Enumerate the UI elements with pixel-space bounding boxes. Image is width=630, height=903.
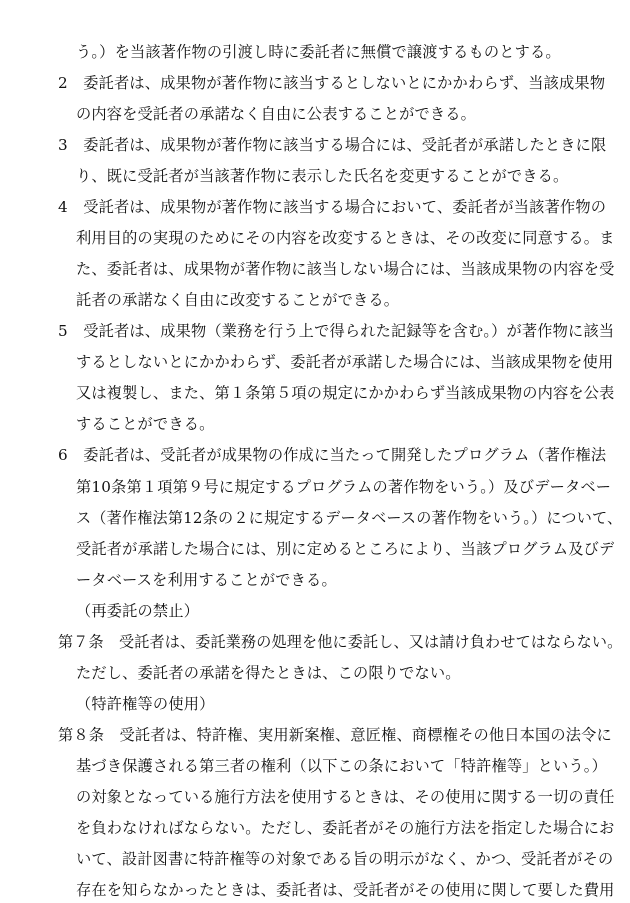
text-line: を負わなければならない。ただし、委託者がその施行方法を指定した場合にお <box>76 819 615 837</box>
text-line: 2 委託者は、成果物が著作物に該当するとしないとにかかわらず、当該成果物 <box>58 74 606 92</box>
text-line: 受託者が承諾した場合には、別に定めるところにより、当該プログラム及びデ <box>76 540 615 558</box>
text-line: の対象となっている施行方法を使用するときは、その使用に関する一切の責任 <box>76 788 615 806</box>
text-line: 3 委託者は、成果物が著作物に該当する場合には、受託者が承諾したときに限 <box>58 136 607 154</box>
text-line: 5 受託者は、成果物（業務を行う上で得られた記録等を含む。）が著作物に該当 <box>58 322 615 340</box>
text-line: 利用目的の実現のためにその内容を改変するときは、その改変に同意する。ま <box>76 229 615 247</box>
text-line: 基づき保護される第三者の権利（以下この条において「特許権等」という。） <box>76 757 607 775</box>
text-line: の内容を受託者の承諾なく自由に公表することができる。 <box>76 105 477 123</box>
text-line: う。）を当該著作物の引渡し時に委託者に無償で譲渡するものとする。 <box>76 43 561 61</box>
text-line: ただし、委託者の承諾を得たときは、この限りでない。 <box>76 664 461 682</box>
text-line: 存在を知らなかったときは、委託者は、受託者がその使用に関して要した費用 <box>76 881 615 899</box>
section-heading: （再委託の禁止） <box>76 602 200 620</box>
text-line: 又は複製し、また、第１条第５項の規定にかかわらず当該成果物の内容を公表 <box>76 384 615 402</box>
text-line: た、委託者は、成果物が著作物に該当しない場合には、当該成果物の内容を受 <box>76 260 615 278</box>
text-line: 第10条第１項第９号に規定するプログラムの著作物をいう。）及びデータベー <box>76 478 612 496</box>
text-line: 第８条 受託者は、特許権、実用新案権、意匠権、商標権その他日本国の法令に <box>58 726 612 744</box>
text-line: ータベースを利用することができる。 <box>76 571 337 589</box>
text-line: ス（著作権法第12条の２に規定するデータベースの著作物をいう。）について、 <box>76 509 623 527</box>
text-line: 託者の承諾なく自由に改変することができる。 <box>76 291 400 309</box>
text-line: 6 委託者は、受託者が成果物の作成に当たって開発したプログラム（著作権法 <box>58 446 607 464</box>
text-line: 第７条 受託者は、委託業務の処理を他に委託し、又は請け負わせてはならない。 <box>58 633 623 651</box>
section-heading: （特許権等の使用） <box>76 695 215 713</box>
text-line: いて、設計図書に特許権等の対象である旨の明示がなく、かつ、受託者がその <box>76 850 614 868</box>
text-line: り、既に受託者が当該著作物に表示した氏名を変更することができる。 <box>76 167 569 185</box>
text-line: するとしないとにかかわらず、委託者が承諾した場合には、当該成果物を使用 <box>76 353 614 371</box>
text-line: 4 受託者は、成果物が著作物に該当する場合において、委託者が当該著作物の <box>58 198 607 216</box>
text-line: することができる。 <box>76 415 215 433</box>
